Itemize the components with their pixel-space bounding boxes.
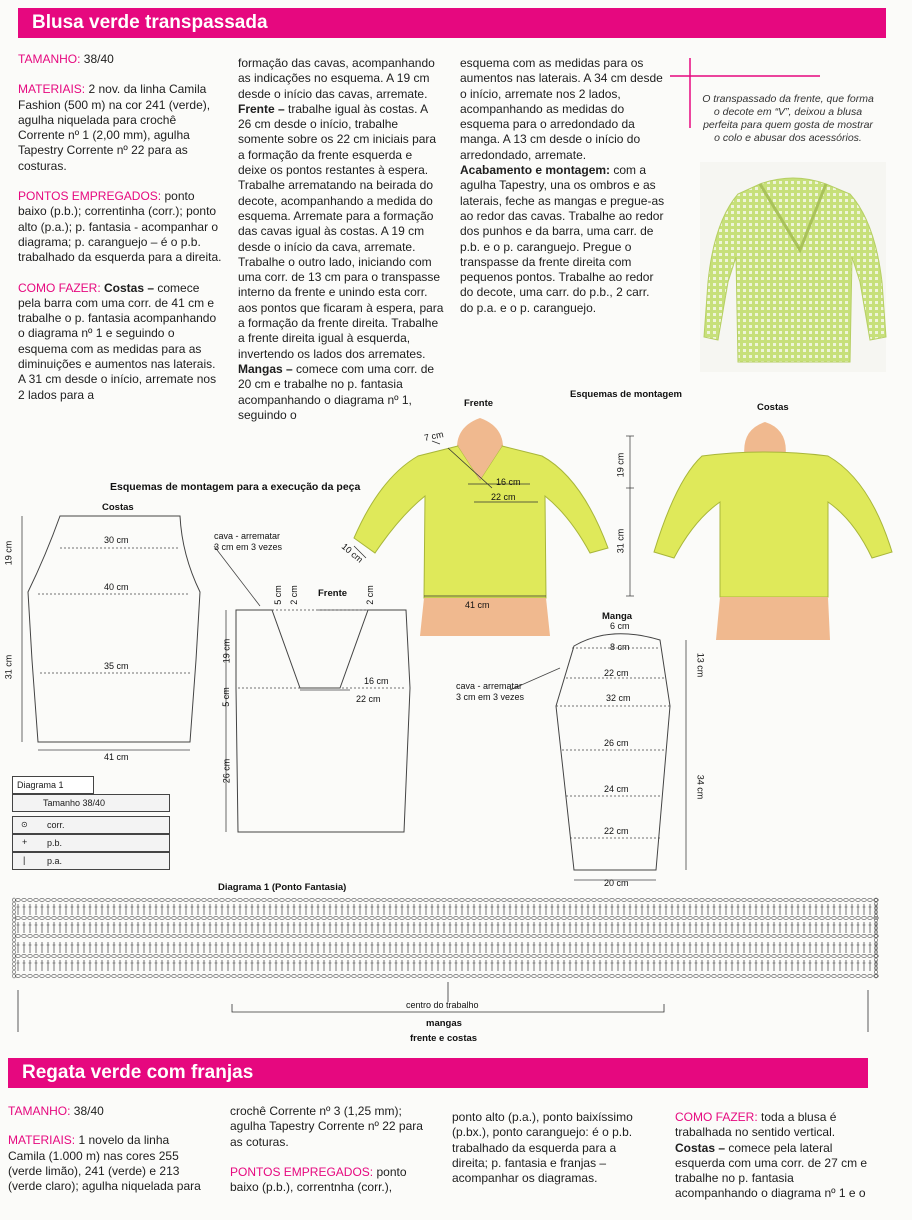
sleeve-height-34: 34 cm <box>695 774 706 800</box>
a2-stitches-label: PONTOS EMPREGADOS: <box>230 1164 374 1179</box>
col3-text-2: com a agulha Tapestry, una os ombros e as laterais, feche as mangas e pregue-as ao redor das cavas. Trabalhe ao redor dos punhos e da barra, uma carr. de p.b. e o p. caranguejo. Pregue o transpasse da frente direita com pequenos pontos. Trabalhe ao redor do decote, uma carr. do p.b., 2 carr. do p.a. e o p. caranguejo. <box>460 163 665 315</box>
stitches-text: ponto baixo (p.b.); correntinha (corr.); ponto alto (p.a.); p. fantasia - acompanhar o diagrama; p. caranguejo – é o p.b. trabalhado da esquerda para a direita. <box>18 189 222 265</box>
front-height-5: 5 cm <box>220 687 231 707</box>
schematic-back-label: Costas <box>102 502 134 513</box>
a2-stitches-text: ponto baixo (p.b.), correntnha (corr.), <box>230 1164 407 1195</box>
col2-text-3: comece com uma corr. de 20 cm e trabalhe no p. fantasia acompanhando o diagrama nº 1, seguindo o <box>238 361 435 422</box>
back-width-40: 40 cm <box>104 582 129 592</box>
a2-howto-text-2: comece pela lateral esquerda com uma corr. de 27 cm e trabalhe no p. fantasia acompanhando o diagrama nº 1 e o <box>675 1140 868 1201</box>
article-title: Blusa verde transpassada <box>32 12 268 33</box>
article2-column-4 <box>675 1110 875 1202</box>
front-hem-41cm: 41 cm <box>465 600 490 610</box>
article2-title-bar <box>8 1058 868 1088</box>
back-31cm: 31 cm <box>615 528 626 554</box>
size-label: TAMANHO: <box>18 52 81 66</box>
front-width-22: 22 cm <box>356 694 381 704</box>
a2-howto-text: toda a blusa é trabalhada no sentido vertical. <box>675 1110 837 1140</box>
back-width-41: 41 cm <box>104 752 129 762</box>
back-width-30: 30 cm <box>104 535 129 545</box>
a2-materials-label: MATERIAIS: <box>8 1133 76 1148</box>
a2-materials-text: 1 novelo da linha Camila (1.000 m) nas cores 255 (verde limão), 241 (verde) e 213 (verde claro); agulha niquelada para <box>8 1133 201 1194</box>
front-22cm: 22 cm <box>491 492 516 502</box>
legend-sc-text: p.b. <box>47 838 63 848</box>
article2-column-2 <box>230 1104 430 1210</box>
bar-icon: | <box>23 855 26 865</box>
a2-size-value: 38/40 <box>70 1104 104 1118</box>
back-width-35: 35 cm <box>104 661 129 671</box>
article2-column-1 <box>8 1104 208 1209</box>
a2-back-heading: Costas – <box>675 1140 726 1155</box>
front-figure-label: Frente <box>464 398 494 409</box>
sleeve-height-13: 13 cm <box>695 652 706 678</box>
materials-label: MATERIAIS: <box>18 82 86 97</box>
front-16cm: 16 cm <box>496 477 521 487</box>
chain-icon: ⊙ <box>21 820 28 829</box>
a2-size-label: TAMANHO: <box>8 1104 71 1118</box>
front-height-19: 19 cm <box>221 638 232 664</box>
materials-text: 2 nov. da linha Camila Fashion (500 m) na cor 241 (verde), agulha niquelada para crochê Corrente nº 1 (2,00 mm), agulha Tapestry Corrente nº 22 para as costuras. <box>18 82 211 173</box>
article2-title: Regata verde com franjas <box>22 1062 254 1083</box>
sleeve-cava-note-2: 3 cm em 3 vezes <box>456 692 525 702</box>
howto-back-heading: Costas – <box>100 280 155 295</box>
sleeve-cava-note-1: cava - arrematar <box>456 681 523 691</box>
back-19cm: 19 cm <box>615 452 626 478</box>
front-2cm-right: 2 cm <box>364 585 375 605</box>
photo-caption: O transpassado da frente, que forma o decote em “V”, deixou a blusa perfeita para quem gosta de mostrar o colo e abusar dos acessórios. <box>702 93 874 144</box>
plus-icon: + <box>22 837 28 847</box>
legend-title: Diagrama 1 <box>12 776 94 794</box>
back-height-31: 31 cm <box>3 654 14 680</box>
col2-text-2: trabalhe igual às costas. A 26 cm desde o início, trabalhe somente sobre os 22 cm iniciais para a formação da frente esquerda e deixe os pontos restantes à espera. Trabalhe arrematando na beirada do decote, acompanhando a medida do esquema. Arremate para a formação das cavas igual às costas. A 19 cm desde o início da cava, arremate. Trabalhe o outro lado, iniciando com uma corr. de 13 cm para o transpasse interno da frente e unindo esta corr. aos pontos que ficaram à espera, para a formação da frente direita. Trabalhe a frente direita igual à esquerda, invertendo os lados dos arremates. <box>238 101 444 361</box>
sleeves-label: mangas <box>426 1018 462 1029</box>
stitch-diagram-title: Diagrama 1 (Ponto Fantasia) <box>218 882 347 893</box>
schematics-title: Esquemas de montagem para a execução da peça <box>110 481 361 493</box>
cuff-10cm: 10 cm <box>339 541 365 565</box>
stitches-label: PONTOS EMPREGADOS: <box>18 189 162 204</box>
sleeve-32cm: 32 cm <box>606 693 631 703</box>
legend-size: Tamanho 38/40 <box>12 794 170 812</box>
sleeve-26cm: 26 cm <box>604 738 629 748</box>
sleeve-22cm-top: 22 cm <box>604 668 629 678</box>
size-value: 38/40 <box>80 52 114 66</box>
work-center-label: centro do trabalho <box>406 1000 479 1010</box>
back-figure-label: Costas <box>757 402 789 413</box>
legend-chain-text: corr. <box>47 820 65 830</box>
sleeve-22cm-bottom: 22 cm <box>604 826 629 836</box>
sleeve-24cm: 24 cm <box>604 784 629 794</box>
finish-heading: Acabamento e montagem: <box>460 163 611 178</box>
sleeve-8cm: 8 cm <box>610 642 630 652</box>
assembly-title: Esquemas de montagem <box>570 389 682 400</box>
howto-label: COMO FAZER: <box>18 280 101 295</box>
article2-column-3 <box>452 1110 652 1186</box>
schematic-sleeve-label: Manga <box>602 611 633 622</box>
cava-note-line-1: cava - arrematar <box>214 531 281 541</box>
a2-col2-text: crochê Corrente nº 3 (1,25 mm); agulha Tapestry Corrente nº 22 para as coturas. <box>230 1104 423 1149</box>
front-width-16: 16 cm <box>364 676 389 686</box>
front-neck-7cm: 7 cm <box>423 429 445 443</box>
front-height-26: 26 cm <box>221 758 232 784</box>
front-5cm: 5 cm <box>272 585 283 605</box>
front-heading: Frente – <box>238 101 285 116</box>
a2-howto-label: COMO FAZER: <box>675 1110 758 1124</box>
sleeve-20cm: 20 cm <box>604 878 629 888</box>
front-back-label: frente e costas <box>410 1033 478 1044</box>
sleeves-heading: Mangas – <box>238 361 293 376</box>
howto-text: comece pela barra com uma corr. de 41 cm e trabalhe o p. fantasia acompanhando o diagrama nº 1 e seguindo o esquema com as medidas para as diminuições e aumentos nas laterais. A 31 cm desde o início, arremate nos 2 lados para a <box>18 280 217 402</box>
front-2cm: 2 cm <box>288 585 299 605</box>
col3-text-1: esquema com as medidas para os aumentos nas laterais. A 34 cm desde o início, arremate nos 2 lados, acompanhando as medidas do esquema para o arredondado da manga. A 13 cm desde o início do arredondado, arremate. <box>460 56 663 162</box>
schematic-front-label: Frente <box>318 588 348 599</box>
col2-text-1: formação das cavas, acompanhando as indicações no esquema. A 19 cm desde o início das cavas, arremate. <box>238 56 435 101</box>
back-height-19: 19 cm <box>3 540 14 566</box>
sleeve-6cm: 6 cm <box>610 621 630 631</box>
legend-dc-text: p.a. <box>47 856 63 866</box>
cava-note-line-2: 3 cm em 3 vezes <box>214 542 283 552</box>
a2-col3-text: ponto alto (p.a.), ponto baixíssimo (p.bx.), ponto caranguejo: é o p.b. trabalhado da esquerda para a direita; p. fantasia e franjas – acompanhar os diagramas. <box>452 1110 633 1186</box>
